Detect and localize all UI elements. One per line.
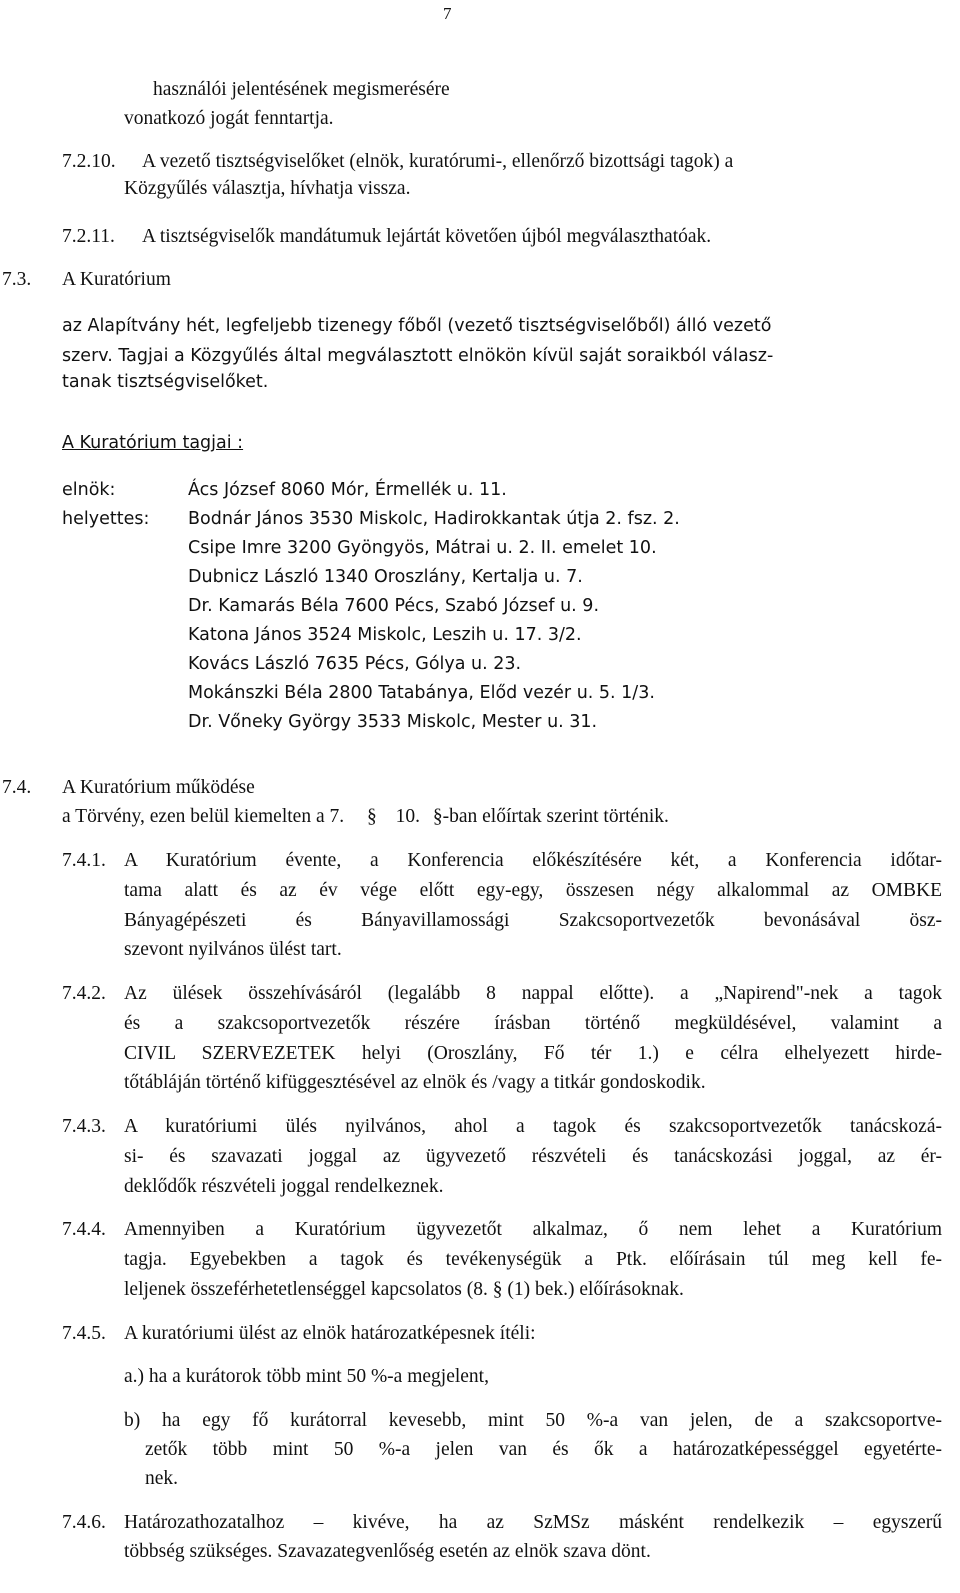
section-7-4-3-line: si- és szavazati joggal az ügyvezető részvételi és tanácskozási joggal, az ér- — [124, 1146, 942, 1167]
deputy-label: helyettes: — [62, 509, 150, 529]
intro-line-2: vonatkozó jogát fenntartja. — [124, 108, 334, 129]
section-7-4-1-line: A Kuratórium évente, a Konferencia előkészítésére két, a Konferencia időtar- — [124, 850, 942, 871]
member-entry: Dr. Kamarás Béla 7600 Pécs, Szabó József u. 9. — [188, 596, 600, 616]
chair-entry: Ács József 8060 Mór, Érmellék u. 11. — [188, 480, 507, 500]
section-7-4-title: A Kuratórium működése — [62, 777, 255, 798]
section-number-7-4: 7.4. — [2, 777, 32, 798]
section-7-4-4-line: Amennyiben a Kuratórium ügyvezetőt alkalmaz, ő nem lehet a Kuratórium — [124, 1219, 942, 1240]
members-heading: A Kuratórium tagjai : — [62, 433, 244, 453]
section-number-7-2-11: 7.2.11. — [62, 226, 115, 247]
section-7-4-2-line: Az ülések összehívásáról (legalább 8 nappal előtte). a „Napirend"-nek a tagok — [124, 983, 942, 1004]
section-7-4-3-line: deklődők részvételi joggal rendelkeznek. — [124, 1176, 444, 1197]
section-number-7-4-1: 7.4.1. — [62, 850, 106, 871]
section-sign-icon: § — [366, 806, 377, 827]
chair-label: elnök: — [62, 480, 116, 500]
section-7-4-2-line: tőtábláján történő kifüggesztésével az elnök és /vagy a titkár gondoskodik. — [124, 1072, 706, 1093]
subtitle-end: -ban előírtak szerint történik. — [442, 806, 669, 827]
section-number-7-4-2: 7.4.2. — [62, 983, 106, 1004]
section-sign-icon: § — [432, 806, 443, 827]
subtitle-mid: 10. — [395, 806, 420, 827]
section-7-3-para-line-3: tanak tisztségviselőket. — [62, 372, 269, 392]
section-7-3-para-line-2: szerv. Tagjai a Közgyűlés által megválasztott elnökön kívül saját soraikból válasz- — [62, 346, 774, 366]
member-entry: Dubnicz László 1340 Oroszlány, Kertalja u. 7. — [188, 567, 583, 587]
section-7-4-6-line: Határozathozatalhoz – kivéve, ha az SzMSz másként rendelkezik – egyszerű — [124, 1512, 942, 1533]
section-7-4-2-line: CIVIL SZERVEZETEK helyi (Oroszlány, Fő tér 1.) e célra elhelyezett hirde- — [124, 1043, 942, 1064]
condition-a: a.) ha a kurátorok több mint 50 %-a megjelent, — [124, 1366, 489, 1387]
page-number: 7 — [443, 4, 452, 23]
condition-b-line: b) ha egy fő kurátorral kevesebb, mint 50 %-a van jelen, de a szakcsoportve- — [124, 1410, 942, 1431]
section-7-2-10-line-2: Közgyűlés választja, hívhatja vissza. — [124, 178, 411, 199]
section-number-7-4-4: 7.4.4. — [62, 1219, 106, 1240]
section-7-4-4-line: leljenek összeférhetetlenséggel kapcsolatos (8. § (1) bek.) előírásoknak. — [124, 1279, 684, 1300]
section-7-4-1-line: tama alatt és az év vége előtt egy-egy, összesen négy alkalommal az OMBKE — [124, 880, 942, 901]
member-entry: Csipe Imre 3200 Gyöngyös, Mátrai u. 2. II. emelet 10. — [188, 538, 657, 558]
section-7-4-1-line: Bányagépészeti és Bányavillamossági Szakcsoportvezetők bevonásával ösz- — [124, 910, 942, 931]
section-7-2-10-line-1: A vezető tisztségviselőket (elnök, kuratórumi-, ellenőrző bizottsági tagok) a — [142, 151, 734, 172]
condition-b-line: zetők több mint 50 %-a jelen van és ők a határozatképességgel egyetérte- — [145, 1439, 942, 1460]
section-number-7-4-3: 7.4.3. — [62, 1116, 106, 1137]
section-7-4-1-line: szevont nyilvános ülést tart. — [124, 939, 342, 960]
condition-b-line: nek. — [145, 1468, 179, 1489]
subtitle-start: a Törvény, ezen belül kiemelten a 7. — [62, 806, 345, 827]
section-number-7-4-6: 7.4.6. — [62, 1512, 106, 1533]
intro-line-1: használói jelentésének megismerésére — [153, 79, 450, 100]
section-7-4-4-line: tagja. Egyebekben a tagok és tevékenységük a Ptk. előírásain túl meg kell fe- — [124, 1249, 942, 1270]
section-7-4-subtitle — [62, 805, 669, 829]
section-7-4-5-text: A kuratóriumi ülést az elnök határozatképesnek ítéli: — [124, 1323, 536, 1344]
member-entry: Kovács László 7635 Pécs, Gólya u. 23. — [188, 654, 522, 674]
member-entry: Katona János 3524 Miskolc, Leszih u. 17. 3/2. — [188, 625, 582, 645]
section-7-4-6-line: többség szükséges. Szavazategvenlőség esetén az elnök szava dönt. — [124, 1541, 651, 1562]
section-number-7-2-10: 7.2.10. — [62, 151, 116, 172]
section-7-3-para-line-1 — [62, 314, 942, 338]
section-7-3-title: A Kuratórium — [62, 269, 171, 290]
deputy-entry: Bodnár János 3530 Miskolc, Hadirokkantak útja 2. fsz. 2. — [188, 509, 680, 529]
section-7-4-3-line: A kuratóriumi ülés nyilvános, ahol a tagok és szakcsoportvezetők tanácskozá- — [124, 1116, 942, 1137]
member-entry: Dr. Vőneky György 3533 Miskolc, Mester u. 31. — [188, 712, 598, 732]
section-7-4-2-line: és a szakcsoportvezetők részére írásban történő megküldésével, valamint a — [124, 1013, 942, 1034]
section-7-2-11-text: A tisztségviselők mandátumuk lejártát követően újból megválaszthatóak. — [142, 226, 712, 247]
section-number-7-4-5: 7.4.5. — [62, 1323, 106, 1344]
para-line-1-text: az Alapítvány hét, legfeljebb tizenegy főből (vezető tisztségviselőből) álló vezető — [62, 316, 772, 336]
member-entry: Mokánszki Béla 2800 Tatabánya, Előd vezér u. 5. 1/3. — [188, 683, 655, 703]
section-number-7-3: 7.3. — [2, 269, 32, 290]
